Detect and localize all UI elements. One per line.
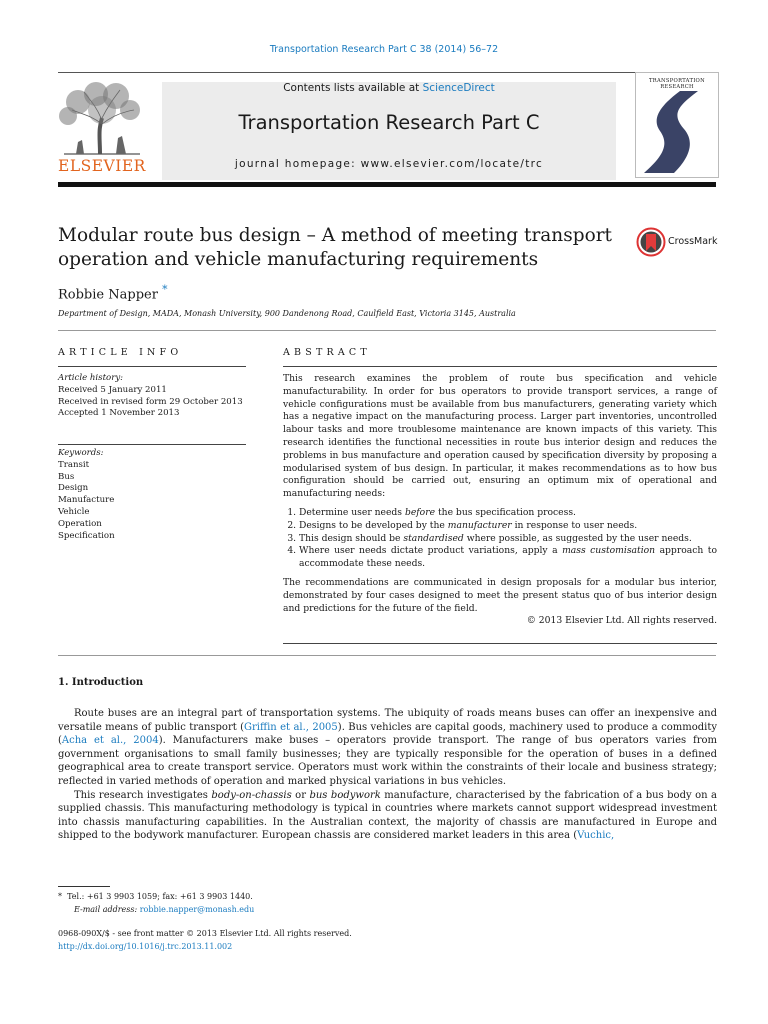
publication-meta — [58, 928, 352, 953]
author-affiliation: Department of Design, MADA, Monash University, 900 Dandenong Road, Caulfield East, Victoria 3145, Australia — [58, 309, 516, 318]
author-name-text: Robbie Napper — [58, 287, 158, 303]
recommendation-1 — [299, 507, 717, 520]
history-keywords-divider — [58, 444, 246, 445]
journal-cover-thumbnail — [635, 72, 719, 178]
homepage-url-link[interactable]: www.elsevier.com/locate/trc — [360, 158, 544, 170]
history-label: Article history: — [58, 373, 124, 383]
abstract-end-divider — [283, 643, 717, 644]
keyword-item: Vehicle — [58, 506, 90, 517]
footnote-email — [58, 904, 254, 917]
rec-text: This design should be — [299, 532, 404, 544]
article-info-divider — [58, 366, 246, 367]
history-revised: Received in revised form 29 October 2013 — [58, 396, 243, 407]
intro-paragraph-2 — [58, 789, 717, 843]
keyword-item: Bus — [58, 471, 75, 482]
doi-link[interactable]: http://dx.doi.org/10.1016/j.trc.2013.11.002 — [58, 941, 233, 951]
keyword-item: Manufacture — [58, 495, 115, 506]
abstract-divider — [283, 366, 717, 367]
intro-text: or — [291, 789, 310, 801]
article-title-line-1: Modular route bus design – A method of meeting transport — [58, 225, 612, 246]
history-received: Received 5 January 2011 — [58, 384, 167, 395]
intro-text: ). Manufacturers make buses – operators provide transport. The range of bus operators varies from government organisations to small family businesses; they are typically responsible for the operation of buses in a defined geographical area to create transport service. Operators must work within the constraints of their locale and business strategy; reflected in varied methods of operation and marked physical variations in bus vehicles. — [58, 735, 717, 787]
author-footnote-mark[interactable]: * — [162, 283, 168, 296]
footnote-mark: * — [58, 892, 62, 901]
email-link[interactable]: robbie.napper@monash.edu — [139, 904, 255, 914]
footnote-divider — [58, 886, 110, 887]
cover-title-line-1: TRANSPORTATION — [649, 78, 705, 84]
rec-text: the bus specification process. — [435, 506, 576, 518]
citation-link-acha[interactable]: Acha et al., 2004 — [61, 735, 159, 747]
abstract-recommendations-list — [283, 507, 717, 571]
keyword-item: Transit — [58, 459, 90, 470]
rec-text: in response to user needs. — [511, 519, 638, 531]
introduction-heading: 1. Introduction — [58, 677, 144, 688]
rec-emphasis: mass customisation — [562, 545, 656, 557]
front-matter-end-divider — [58, 655, 716, 656]
intro-text: Route buses are an integral part of transportation systems. The ubiquity of roads means buses can offer an inexpensive and versatile means of public transport ( — [58, 708, 717, 733]
article-history — [58, 373, 246, 420]
intro-emphasis: bus bodywork — [309, 789, 381, 801]
abstract-copyright: © 2013 Elsevier Ltd. All rights reserved. — [526, 615, 717, 627]
cover-road-graphic — [640, 91, 714, 173]
citation-link-vuchic[interactable]: Vuchic, — [577, 830, 615, 842]
journal-citation[interactable]: Transportation Research Part C 38 (2014) 56–72 — [269, 44, 499, 55]
abstract-heading: ABSTRACT — [283, 347, 371, 358]
recommendation-2 — [299, 520, 717, 533]
intro-text: manufacture, characterised by the fabrication of a bus body on a supplied chassis. This manufacturing methodology is typical in countries where markets cannot support widespread investment into chassis manufacturing capabilities. In the Australian context, the majority of chassis are manufactured in Europe and shipped to the bodywork manufacturer. European chassis are considered market leaders in this area ( — [58, 789, 718, 842]
rec-text: Designs to be developed by the — [299, 519, 448, 531]
issn-line: 0968-090X/$ - see front matter © 2013 Elsevier Ltd. All rights reserved. — [58, 929, 352, 938]
keyword-item: Operation — [58, 518, 102, 529]
rec-text: where possible, as suggested by the user needs. — [463, 532, 692, 544]
article-title — [58, 224, 618, 272]
article-title-line-2: operation and vehicle manufacturing requirements — [58, 249, 539, 270]
author-name — [58, 283, 167, 302]
email-label: E-mail address: — [74, 904, 140, 914]
recommendation-3 — [299, 533, 717, 546]
keywords — [58, 448, 246, 542]
rec-text: approach to accommodate these needs. — [299, 545, 717, 570]
keyword-item: Specification — [58, 530, 115, 541]
header-thick-divider — [58, 182, 716, 187]
elsevier-wordmark: ELSEVIER — [58, 157, 146, 175]
homepage-prefix: journal homepage: — [234, 158, 361, 170]
article-info-heading: ARTICLE INFO — [58, 347, 183, 358]
top-divider — [58, 72, 716, 73]
introduction-body — [58, 707, 717, 843]
rec-emphasis: before — [404, 506, 436, 518]
citation-link-griffin[interactable]: Griffin et al., 2005 — [244, 721, 338, 733]
rec-emphasis: standardised — [403, 532, 464, 544]
intro-text: ). Bus vehicles are capital goods, machinery used to produce a commodity ( — [58, 721, 717, 747]
abstract-paragraph-2: The recommendations are communicated in design proposals for a modular bus interior, demonstrated by four cases designed to meet the present status quo of bus interior design and predictions for the future of the field. — [283, 576, 717, 614]
abstract-paragraph-1: This research examines the problem of route bus specification and vehicle manufacturability. In order for bus operators to provide transport services, a range of vehicle configurations must be available from bus manufacturers, generating variety which has a negative impact on the manufacturing process. Larger part inventories, uncontrolled labour tasks and more troublesome maintenance are known impacts of this variety. This research identifies the functional necessities in route bus interior design and reduces the problems in bus manufacture and operation caused by specification diversity by proposing a modularised system of bus design. In particular, it makes recommendations as to how bus configuration should be carried out, ensuring an optimum mix of operational and manufacturing needs: — [283, 373, 717, 500]
affiliation-divider — [58, 330, 716, 331]
corresponding-author-footnote — [58, 891, 254, 916]
history-accepted: Accepted 1 November 2013 — [58, 408, 180, 419]
intro-emphasis: body-on-chassis — [211, 789, 292, 801]
intro-text: This research investigates — [74, 789, 212, 801]
keyword-item: Design — [58, 483, 89, 494]
footnote-tel-fax: Tel.: +61 3 9903 1059; fax: +61 3 9903 1440. — [67, 892, 253, 901]
journal-homepage — [162, 158, 616, 170]
recommendation-4 — [299, 545, 717, 571]
rec-emphasis: manufacturer — [447, 519, 512, 531]
keywords-label: Keywords: — [58, 448, 104, 458]
contents-prefix: Contents lists available at — [283, 82, 423, 94]
journal-title: Transportation Research Part C — [238, 111, 540, 134]
intro-paragraph-1 — [58, 707, 717, 789]
cover-title — [636, 78, 718, 90]
abstract-body — [283, 373, 717, 628]
sciencedirect-link[interactable]: ScienceDirect — [422, 82, 495, 94]
crossmark-label[interactable]: CrossMark — [668, 236, 718, 247]
footnote-contact — [58, 891, 254, 904]
contents-availability — [162, 82, 616, 94]
rec-text: Determine user needs — [299, 506, 405, 518]
cover-title-line-2: RESEARCH — [660, 84, 694, 90]
rec-text: Where user needs dictate product variations, apply a — [299, 545, 563, 557]
